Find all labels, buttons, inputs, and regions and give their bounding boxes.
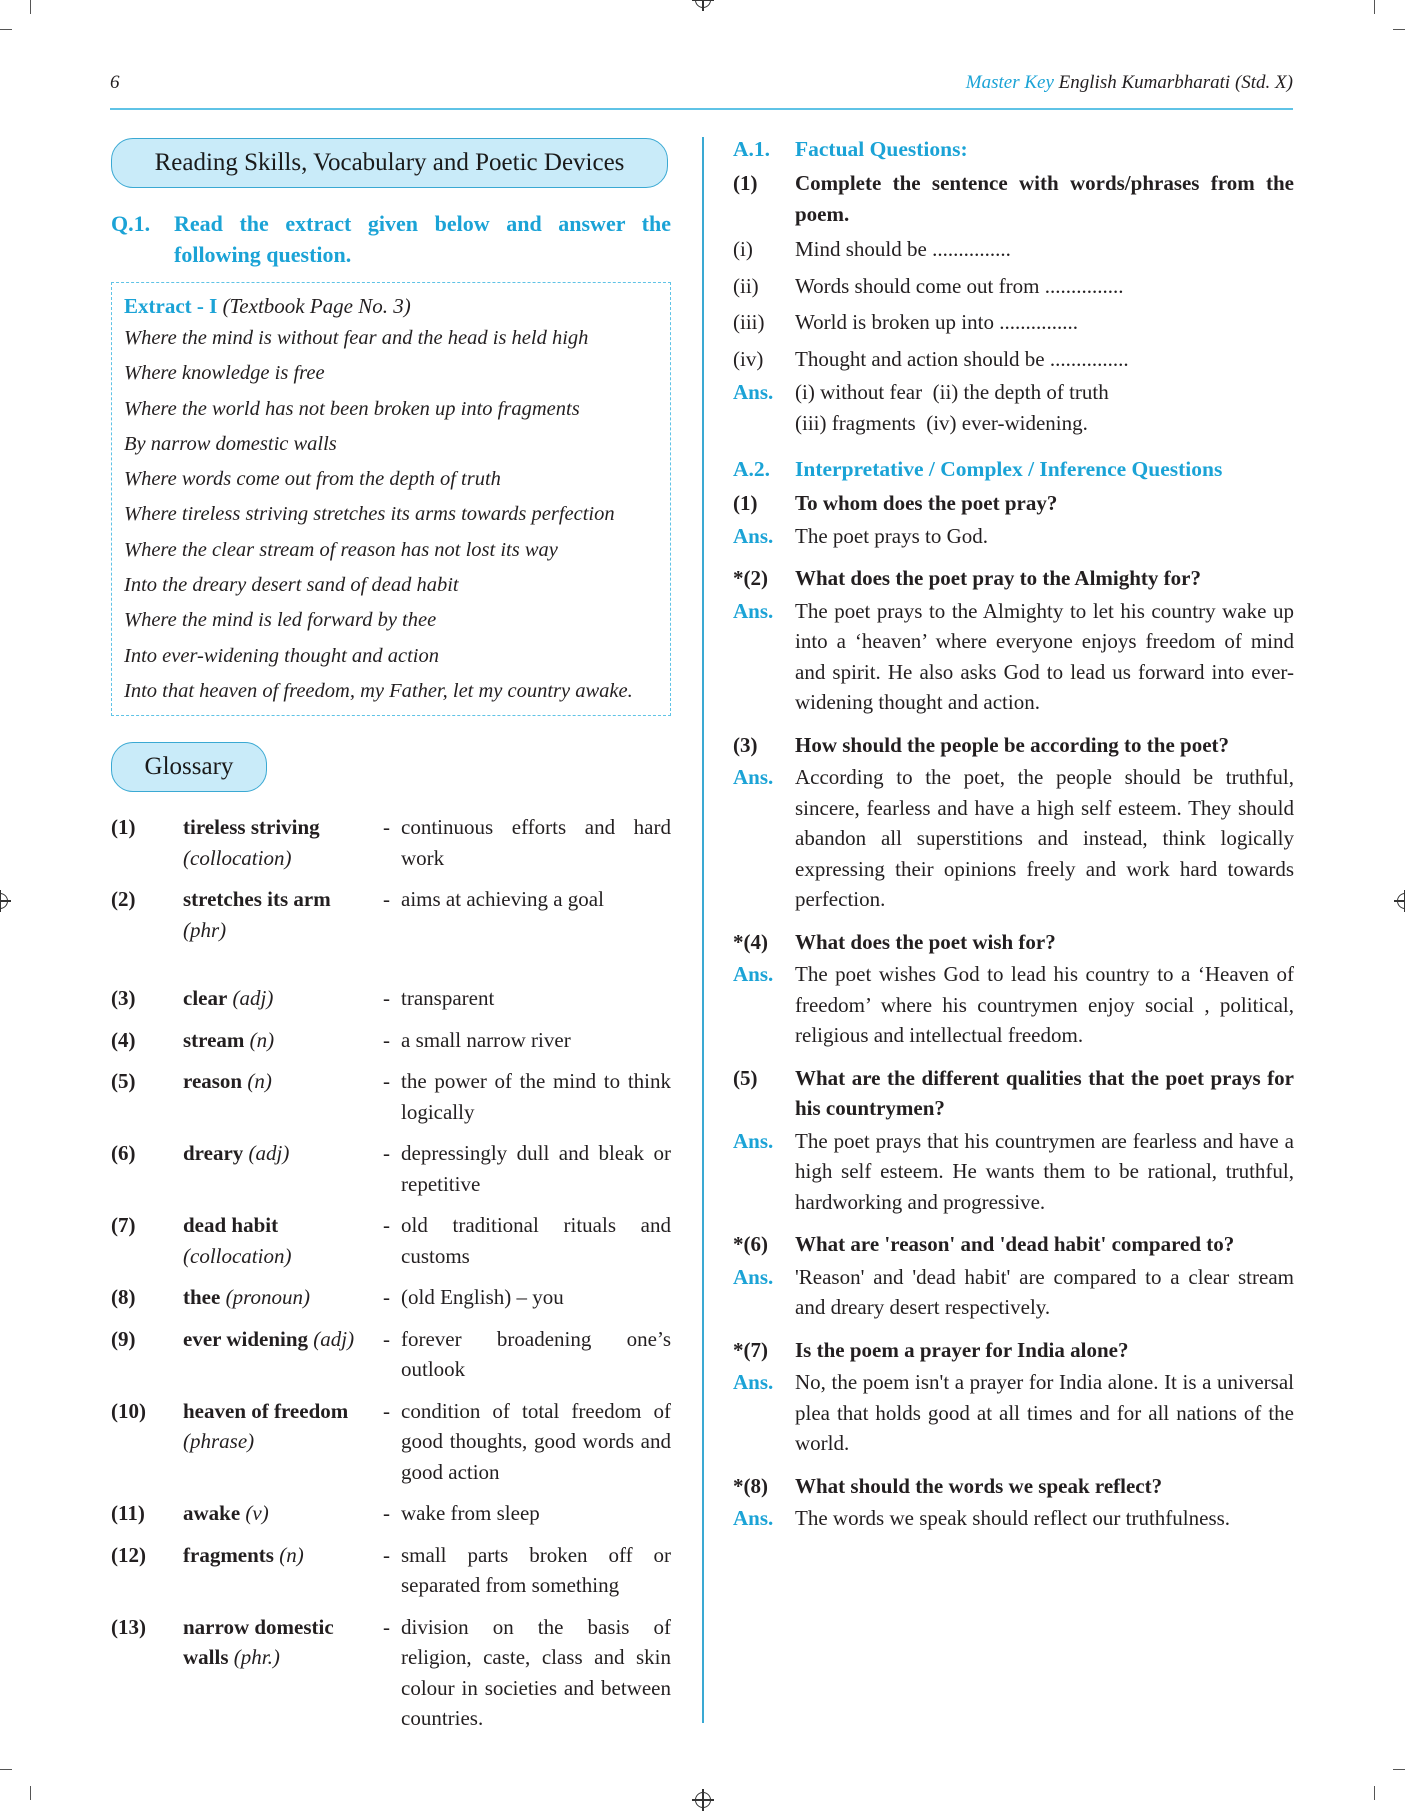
poem-line: Where the mind is without fear and the head is held high	[124, 327, 589, 349]
column-divider	[702, 137, 704, 1723]
glossary-item	[111, 884, 671, 945]
extract-box	[111, 282, 671, 716]
poem-line: Where knowledge is free	[124, 362, 325, 385]
answer-row	[733, 1262, 1294, 1323]
glossary-term	[183, 1025, 383, 1056]
term-word: narrow domestic walls	[183, 1614, 334, 1670]
term-part-of-speech: (pronoun)	[225, 1285, 310, 1310]
glossary-item	[111, 812, 671, 873]
extract-reference: (Textbook Page No. 3)	[217, 294, 411, 318]
glossary-definition: depressingly dull and bleak or repetitive	[401, 1141, 671, 1196]
glossary-dash: -	[383, 1398, 390, 1423]
term-part-of-speech: (v)	[245, 1501, 269, 1526]
term-part-of-speech: (phr)	[183, 917, 227, 942]
question-row	[733, 1063, 1294, 1124]
answer-text: The poet prays to God.	[795, 523, 989, 548]
poem-line: Into the dreary desert sand of dead habit	[124, 574, 459, 597]
glossary-item	[111, 1066, 671, 1127]
glossary-item	[111, 1612, 671, 1734]
term-part-of-speech: (n)	[247, 1069, 272, 1094]
poem-line: Where the world has not been broken up into fragments	[124, 397, 580, 420]
glossary-number: (1)	[111, 815, 136, 840]
answer-label: Ans.	[733, 1370, 774, 1394]
term-word: dreary	[183, 1141, 244, 1166]
term-part-of-speech: (collocation)	[183, 1243, 292, 1268]
glossary-number: (10)	[111, 1398, 146, 1423]
question-row	[733, 1471, 1294, 1502]
glossary-item	[111, 1396, 671, 1488]
item-text: Words should come out from ...............	[795, 273, 1124, 298]
glossary-term	[183, 1540, 383, 1601]
brand-name: Master Key	[965, 72, 1054, 93]
poem-line: Where the clear stream of reason has not lost its way	[124, 538, 558, 561]
term-part-of-speech: (n)	[279, 1542, 304, 1567]
answer-row	[733, 596, 1294, 718]
poem-line: By narrow domestic walls	[124, 432, 337, 455]
poem-line: Into that heaven of freedom, my Father, let my country awake.	[124, 679, 633, 702]
question-number: *(6)	[733, 1232, 768, 1256]
left-column	[111, 138, 671, 1745]
glossary-dash: -	[383, 887, 390, 912]
glossary-term	[183, 1282, 383, 1313]
glossary-number: (6)	[111, 1141, 136, 1166]
answer-row	[733, 762, 1294, 915]
glossary-term	[183, 1138, 383, 1199]
answer-label: Ans.	[733, 380, 774, 404]
term-word: ever widening	[183, 1326, 309, 1351]
answer-text: The poet prays that his countrymen are fearless and have a high self esteem. He wants them to be rational, truthful, hardworking and progressive.	[795, 1128, 1294, 1214]
question-row	[733, 168, 1294, 229]
registration-mark-icon	[695, 1792, 711, 1808]
running-header	[110, 72, 1293, 96]
question-text: What does the poet pray to the Almighty for?	[795, 566, 1201, 590]
term-word: fragments	[183, 1542, 274, 1567]
glossary-definition: old traditional rituals and customs	[401, 1213, 671, 1268]
glossary-number: (4)	[111, 1027, 136, 1052]
glossary-item	[111, 1498, 671, 1529]
poem-line: Into ever-widening thought and action	[124, 644, 440, 667]
glossary-definition: wake from sleep	[401, 1501, 540, 1526]
glossary-dash: -	[383, 1542, 390, 1567]
glossary-term	[183, 1066, 383, 1127]
question-row	[733, 488, 1294, 519]
question-text: What are 'reason' and 'dead habit' compared to?	[795, 1232, 1235, 1256]
glossary-definition: aims at achieving a goal	[401, 887, 604, 912]
answer-text: According to the poet, the people should be truthful, sincere, fearless and have a high self esteem. They should abandon all superstitions and instead, think logically expressing their opinions freely and work hard towards perfection.	[795, 765, 1294, 911]
answer-row	[733, 1503, 1294, 1534]
glossary-definition: condition of total freedom of good thoughts, good words and good action	[401, 1398, 671, 1484]
term-word: clear	[183, 986, 228, 1011]
glossary-number: (3)	[111, 986, 136, 1011]
glossary-title: Glossary	[111, 742, 267, 792]
item-text: Mind should be ...............	[795, 237, 1011, 261]
glossary-term	[183, 1324, 383, 1385]
answer-text: No, the poem isn't a prayer for India alone. It is a universal plea that holds good at all times and for all nations of the world.	[795, 1370, 1294, 1455]
glossary-term	[183, 1396, 383, 1488]
answer-text: 'Reason' and 'dead habit' are compared to a clear stream and dreary desert respectively.	[795, 1264, 1294, 1319]
glossary-item	[111, 1324, 671, 1385]
term-part-of-speech: (adj)	[232, 986, 274, 1011]
term-word: heaven of freedom	[183, 1398, 349, 1423]
registration-mark-icon	[695, 0, 711, 8]
item-text: World is broken up into ...............	[795, 310, 1078, 334]
term-word: thee	[183, 1285, 221, 1310]
answer-line: (i) without fear (ii) the depth of truth	[795, 380, 1109, 404]
header-rule	[110, 108, 1293, 110]
glossary-item	[111, 1138, 671, 1199]
term-word: tireless striving	[183, 815, 320, 840]
glossary-dash: -	[383, 1069, 390, 1094]
glossary-number: (5)	[111, 1069, 136, 1094]
glossary-list	[111, 812, 671, 1734]
section-heading-a2	[733, 454, 1294, 484]
glossary-definition: (old English) – you	[401, 1285, 564, 1310]
glossary-definition: division on the basis of religion, caste, class and skin colour in societies and between countries.	[401, 1614, 671, 1731]
answer-label: Ans.	[733, 765, 774, 789]
term-part-of-speech: (phrase)	[183, 1429, 255, 1454]
answer-row	[733, 1126, 1294, 1218]
glossary-dash: -	[383, 986, 390, 1011]
glossary-term	[183, 983, 383, 1014]
glossary-dash: -	[383, 1027, 390, 1052]
glossary-dash: -	[383, 1614, 390, 1639]
question-text: What are the different qualities that the poet prays for his countrymen?	[795, 1065, 1294, 1120]
glossary-item	[111, 1540, 671, 1601]
crop-mark	[30, 0, 31, 14]
term-part-of-speech: (n)	[249, 1027, 275, 1052]
section-title: Factual Questions:	[795, 137, 968, 161]
fill-in-item	[733, 231, 1294, 268]
book-title: English Kumarbharati (Std. X)	[1053, 72, 1293, 93]
section-heading-a1	[733, 134, 1294, 164]
poem-lines	[124, 321, 658, 709]
question-number: (5)	[733, 1065, 758, 1090]
question-row	[733, 927, 1294, 958]
question-number: (1)	[733, 171, 758, 195]
question-text: Is the poem a prayer for India alone?	[795, 1337, 1129, 1362]
poem-line: Where words come out from the depth of truth	[124, 468, 501, 491]
answer-row	[733, 521, 1294, 552]
question-row	[733, 563, 1294, 594]
answer-text	[795, 377, 1294, 438]
crop-mark	[1374, 0, 1375, 14]
item-number: (i)	[733, 237, 753, 261]
term-part-of-speech: (collocation)	[183, 845, 292, 870]
question-row	[733, 1335, 1294, 1366]
term-word: stream	[183, 1027, 245, 1052]
term-word: awake	[183, 1501, 241, 1526]
section-number: A.2.	[733, 457, 771, 481]
section-number: A.1.	[733, 137, 771, 161]
fill-in-items	[733, 231, 1294, 377]
crop-mark	[0, 29, 12, 30]
question-number: *(7)	[733, 1337, 768, 1362]
fill-in-item	[733, 341, 1294, 378]
running-title	[966, 72, 1293, 94]
crop-mark	[1393, 1769, 1405, 1770]
question-number: *(4)	[733, 929, 768, 954]
term-part-of-speech: (adj)	[313, 1326, 355, 1351]
crop-mark	[1393, 29, 1405, 30]
glossary-number: (7)	[111, 1213, 136, 1238]
glossary-number: (12)	[111, 1542, 146, 1567]
glossary-term	[183, 1498, 383, 1529]
registration-mark-icon	[1397, 893, 1405, 909]
glossary-number: (2)	[111, 887, 136, 912]
qa-list	[733, 488, 1294, 1534]
glossary-dash: -	[383, 1285, 390, 1310]
glossary-number: (9)	[111, 1326, 136, 1351]
question-text: What should the words we speak reflect?	[795, 1473, 1163, 1498]
glossary-dash: -	[383, 1326, 390, 1351]
question-q1	[111, 208, 671, 270]
term-word: stretches its arm	[183, 887, 331, 912]
glossary-definition: small parts broken off or separated from something	[401, 1542, 671, 1598]
page-number: 6	[110, 72, 120, 93]
crop-mark	[30, 1786, 31, 1800]
answer-label: Ans.	[733, 1128, 774, 1153]
term-part-of-speech: (adj)	[248, 1141, 290, 1166]
section-title: Interpretative / Complex / Inference Questions	[795, 457, 1223, 481]
question-number: Q.1.	[111, 211, 151, 236]
question-text: What does the poet wish for?	[795, 929, 1056, 954]
glossary-dash: -	[383, 1141, 390, 1166]
poem-line: Where the mind is led forward by thee	[124, 609, 437, 632]
fill-in-item	[733, 304, 1294, 341]
answer-text: The words we speak should reflect our truthfulness.	[795, 1506, 1231, 1530]
glossary-item	[111, 983, 671, 1014]
right-column	[733, 134, 1294, 1534]
item-text: Thought and action should be ...............	[795, 346, 1129, 371]
answer-text: The poet prays to the Almighty to let his country wake up into a ‘heaven’ where everyone enjoys freedom of mind and spirit. He also asks God to lead us forward into ever-widening thought and action.	[795, 598, 1294, 714]
registration-mark-icon	[0, 893, 8, 909]
answer-label: Ans.	[733, 1264, 774, 1289]
glossary-item	[111, 1025, 671, 1056]
glossary-definition: a small narrow river	[401, 1027, 571, 1052]
term-word: reason	[183, 1069, 243, 1094]
question-number: (3)	[733, 732, 758, 757]
question-number: (1)	[733, 491, 758, 515]
term-part-of-speech: (phr.)	[233, 1645, 280, 1670]
crop-mark	[1374, 1786, 1375, 1800]
crop-mark	[0, 1769, 12, 1770]
answer-label: Ans.	[733, 962, 774, 986]
glossary-term	[183, 1210, 383, 1271]
poem-line: Where tireless striving stretches its arms towards perfection	[124, 503, 615, 526]
extract-label: Extract - I	[124, 294, 218, 318]
answer-line: (iii) fragments (iv) ever-widening.	[795, 410, 1088, 435]
glossary-term	[183, 884, 383, 945]
glossary-definition: transparent	[401, 986, 495, 1011]
question-row	[733, 1229, 1294, 1260]
glossary-dash: -	[383, 815, 390, 840]
glossary-dash: -	[383, 1501, 390, 1526]
glossary-number: (11)	[111, 1501, 145, 1526]
glossary-term	[183, 1612, 383, 1734]
answer-text: The poet wishes God to lead his country to a ‘Heaven of freedom’ where his countrymen enjoy social , political, religious and intellectual freedom.	[795, 962, 1294, 1047]
glossary-definition: the power of the mind to think logically	[401, 1069, 671, 1124]
item-number: (iv)	[733, 346, 764, 371]
glossary-item	[111, 1282, 671, 1313]
question-text: How should the people be according to the poet?	[795, 732, 1230, 757]
section-title: Reading Skills, Vocabulary and Poetic Devices	[111, 138, 668, 188]
item-number: (iii)	[733, 310, 765, 334]
glossary-item	[111, 1210, 671, 1271]
item-number: (ii)	[733, 273, 759, 298]
answer-label: Ans.	[733, 598, 774, 623]
question-text: To whom does the poet pray?	[795, 491, 1058, 515]
answer-row	[733, 959, 1294, 1051]
glossary-definition: continuous efforts and hard work	[401, 815, 671, 870]
glossary-number: (13)	[111, 1614, 146, 1639]
answer-label: Ans.	[733, 523, 774, 548]
glossary-definition: forever broadening one’s outlook	[401, 1326, 671, 1382]
answer-row	[733, 1367, 1294, 1459]
question-number: *(8)	[733, 1473, 768, 1498]
question-text: Read the extract given below and answer the following question.	[174, 211, 671, 267]
question-text: Complete the sentence with words/phrases from the poem.	[795, 171, 1294, 226]
question-row	[733, 730, 1294, 761]
term-word: dead habit	[183, 1213, 279, 1238]
glossary-dash: -	[383, 1213, 390, 1238]
extract-title	[124, 291, 658, 321]
fill-in-item	[733, 268, 1294, 305]
glossary-number: (8)	[111, 1285, 136, 1310]
answer-label: Ans.	[733, 1506, 774, 1530]
question-number: *(2)	[733, 566, 768, 590]
answer-row	[733, 377, 1294, 438]
glossary-term	[183, 812, 383, 873]
